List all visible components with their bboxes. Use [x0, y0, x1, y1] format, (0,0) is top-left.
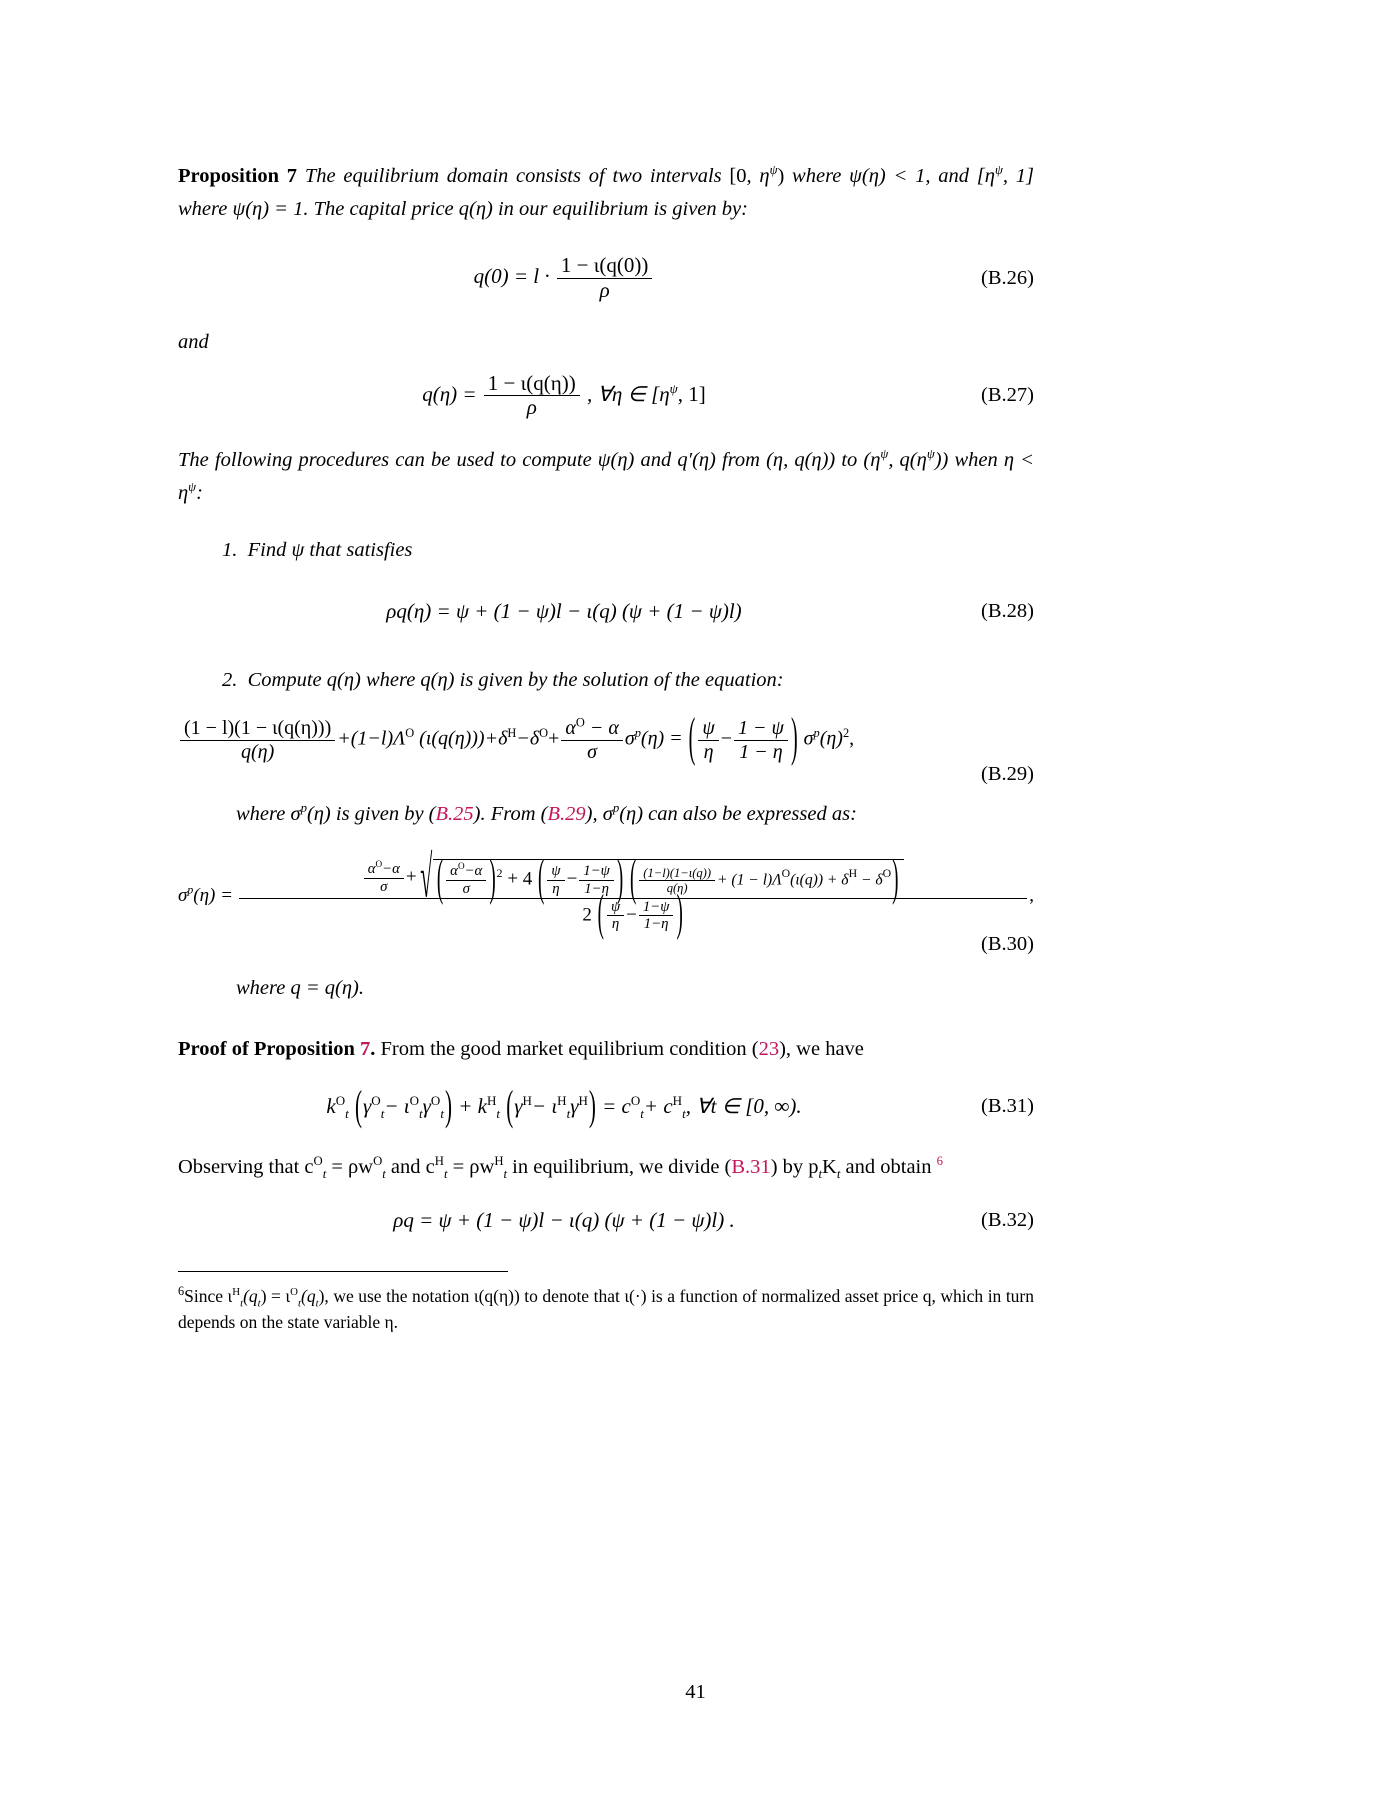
- observing-b: = ρw: [326, 1156, 374, 1179]
- equation-b29-comma: ,: [849, 727, 855, 750]
- procedures-line1-b: , q(η: [888, 448, 927, 471]
- equation-b29-sigma-sup: p: [634, 726, 641, 741]
- footnote-sup-2: O: [290, 1286, 298, 1299]
- footnote-text-c: ) = ι: [260, 1286, 291, 1307]
- equation-b29-frac2-den: σ: [561, 740, 622, 763]
- equation-b31-gamma-1: γ: [363, 1094, 372, 1119]
- equation-b27-denominator: ρ: [484, 395, 580, 420]
- equation-b30-alpha-o-sup: O: [375, 859, 383, 870]
- cross-ref-b29[interactable]: B.29: [547, 803, 586, 826]
- footnote-text-a: Since ι: [184, 1286, 233, 1307]
- equation-b29-rhs-minus: −: [720, 727, 733, 750]
- equation-b29-rhs-tail-b: (η): [819, 727, 843, 750]
- equation-b31-row: [178, 1081, 1034, 1130]
- equation-b29-mid2: (ι(q(η)))+δ: [414, 727, 508, 750]
- footnote-mark: 6: [178, 1284, 185, 1299]
- radical-icon: √: [420, 846, 433, 912]
- equation-b29-mid-sup: O: [405, 726, 415, 741]
- where-sigma-sup2: p: [612, 801, 620, 816]
- equation-b28-body: ρq(η) = ψ + (1 − ψ)l − ι(q) (ψ + (1 − ψ)l): [386, 599, 742, 624]
- equation-b32-row: [178, 1208, 1034, 1233]
- procedures-line2-b: :: [196, 481, 203, 504]
- equation-b31-k2-sub: t: [496, 1106, 500, 1122]
- equation-b31-open-paren-1: (: [355, 1081, 363, 1130]
- step-1-label: 1.: [222, 539, 238, 562]
- equation-b30-den-close-paren: ): [676, 885, 683, 943]
- proof-heading-label: Proof of Proposition: [178, 1037, 361, 1060]
- equation-b27-fraction: [484, 372, 580, 420]
- equation-b27-tag: (B.27): [981, 384, 1034, 407]
- where-q-paragraph: where q = q(η).: [236, 976, 364, 999]
- step-1-text-b: that satisfies: [304, 539, 413, 562]
- cross-ref-b25[interactable]: B.25: [435, 803, 474, 826]
- equation-b32-body: ρq = ψ + (1 − ψ)l − ι(q) (ψ + (1 − ψ)l) .: [393, 1208, 735, 1233]
- equation-b29-frac1-num: (1 − l)(1 − ι(q(η))): [184, 717, 332, 740]
- footnote-sub-4: t: [315, 1297, 319, 1310]
- equation-b29-rhs-fraction-1: [698, 717, 718, 763]
- equation-b31-iota-1-sup: O: [409, 1093, 419, 1109]
- equation-b30-sq-frac1-den: σ: [446, 880, 486, 898]
- equation-b30-den-frac2-den: 1−η: [639, 915, 674, 933]
- equation-b30-trailing-comma: ,: [1029, 885, 1034, 907]
- observing-sub-2: t: [382, 1167, 386, 1182]
- equation-b26-row: [178, 254, 1034, 302]
- equation-b31-gamma-1b: γ: [422, 1094, 431, 1119]
- equation-b29-rhs-tail-sup2: 2: [842, 726, 850, 741]
- proposition-label: Proposition 7: [178, 165, 298, 187]
- equation-b30-sq-tail-sup3: O: [882, 867, 892, 881]
- equation-b30-num-frac1: [364, 861, 404, 895]
- equation-b27-rhs-sup: ψ: [669, 380, 678, 396]
- equation-b30-body: [178, 846, 1034, 943]
- equation-b31-gamma-2-sup: H: [522, 1093, 532, 1109]
- footnote-text-b: (q: [243, 1286, 258, 1307]
- equation-b30-sq-frac1-num: [446, 863, 486, 880]
- proposition-line2-b: , 1] where ψ(η) = 1. The capital price q(η) in our equilibrium is given by:: [178, 165, 1034, 221]
- observing-sup-4: H: [494, 1154, 504, 1169]
- step-1-psi: ψ: [291, 539, 305, 562]
- equation-b31-close-paren-1: ): [444, 1081, 452, 1130]
- footnote-text-f: price q, which in turn depends on the state variable η.: [178, 1286, 1035, 1333]
- equation-b29-mid3-sup: O: [539, 726, 549, 741]
- equation-b30-sq-frac1: [446, 863, 486, 897]
- equation-b30-g2-close-paren: ): [616, 850, 624, 908]
- equation-b29-row: [178, 708, 1034, 768]
- equation-b30-sq-frac3-den: 1−η: [579, 880, 614, 898]
- equation-b27-row: [178, 372, 1034, 420]
- footnote-marker-inline[interactable]: 6: [936, 1154, 943, 1169]
- equation-b29-fraction-2: [561, 717, 622, 763]
- where-sigma-b: (η) is given by (: [306, 803, 436, 826]
- equation-b30-den-open-paren: (: [597, 885, 604, 943]
- equation-b29-close-paren: ): [790, 708, 798, 768]
- equation-b30-sq-close-paren: ): [489, 850, 496, 908]
- observing-sub-4: t: [503, 1167, 508, 1182]
- equation-b31-gamma-1-sub: t: [380, 1106, 385, 1122]
- step-1-text-a: Find: [247, 539, 292, 562]
- equation-b30-den-frac1-den: η: [607, 915, 624, 933]
- equation-b31-plus-c2: + c: [643, 1094, 673, 1119]
- equation-b29-rhs-fraction-2: [734, 717, 788, 763]
- where-sigma-a: where σ: [236, 803, 301, 826]
- equation-b30-tag: (B.30): [981, 932, 1034, 955]
- equation-b30-sq-frac2: [547, 863, 564, 897]
- equation-b30-plus-four: + 4: [507, 868, 533, 890]
- eta-psi-superscript-2: ψ: [994, 163, 1003, 178]
- equation-b29-frac2-num: [561, 717, 622, 739]
- footnote-sub-3: t: [297, 1297, 301, 1310]
- procedures-sup-3: ψ: [188, 480, 197, 495]
- equation-b31-open-paren-2: (: [506, 1081, 514, 1130]
- footnote-separator: [178, 1271, 508, 1272]
- equation-b29-eq: (η) =: [640, 727, 683, 750]
- equation-b31-c2-sup: H: [672, 1093, 683, 1109]
- where-sigma-c: ). From (: [473, 803, 548, 826]
- equation-b30-g3-open-paren: (: [629, 850, 637, 908]
- observing-c: and c: [385, 1156, 435, 1179]
- equation-b29-frac2-num-b: − α: [584, 717, 619, 740]
- equation-b30-num-plus: +: [405, 866, 417, 888]
- equation-b30-sq-tail: + (1 − l)Λ: [717, 871, 782, 889]
- proposition-line2-a: and [η: [938, 165, 995, 187]
- proof-text-a: From the good market equilibrium condition (: [375, 1037, 759, 1060]
- observing-sup-1: O: [313, 1154, 323, 1169]
- equation-b29-rhs-f2-num: 1 − ψ: [738, 717, 784, 740]
- equation-b28-row: [178, 599, 1034, 624]
- step-2-item: [178, 664, 1034, 697]
- equation-b30-sq-frac2-den: η: [547, 880, 564, 898]
- where-sigma-paragraph: [178, 798, 1034, 831]
- equation-b31-body: [178, 1081, 950, 1130]
- equation-b29-mid2-sup: H: [507, 726, 517, 741]
- equation-b30-sq-exponent: 2: [496, 867, 503, 881]
- equation-b30-sq-frac3-num: 1−ψ: [583, 863, 610, 880]
- cross-ref-b31[interactable]: B.31: [731, 1156, 771, 1179]
- equation-b26-numerator: 1 − ι(q(0)): [560, 253, 649, 278]
- equation-b26-denominator: ρ: [557, 278, 652, 303]
- observing-sub-6: t: [836, 1167, 841, 1182]
- equation-b31-k1: k: [326, 1094, 336, 1119]
- equation-b30-sq-alpha-o: α: [450, 863, 458, 880]
- equation-b31-eq-c1: = c: [602, 1094, 631, 1119]
- equation-b30-sq-tail-b: (ι(q)) + δ: [790, 871, 849, 889]
- observing-sub-3: t: [443, 1167, 448, 1182]
- equation-b30-main-fraction: [239, 846, 1027, 943]
- footnote-6: [178, 1282, 1034, 1335]
- equation-b31-tail: , ∀t ∈ [0, ∞).: [685, 1094, 802, 1119]
- equation-b26-fraction: [557, 254, 652, 302]
- equation-b29-frac2-sup: O: [575, 715, 585, 730]
- equation-b30-den-frac2-num: 1−ψ: [642, 898, 670, 915]
- equation-b30-g3-close-paren: ): [892, 850, 899, 908]
- equation-b29-open-paren: (: [688, 708, 696, 768]
- equation-b29-sigma: σ: [624, 727, 635, 750]
- equation-b31-gamma-1-sup: O: [371, 1093, 381, 1109]
- procedures-paragraph: [178, 444, 1034, 510]
- proposition-line1-a: The equilibrium domain consists of two intervals: [304, 165, 730, 187]
- eta-psi-superscript: ψ: [769, 163, 778, 178]
- equation-b30-sq-tail-c: − δ: [857, 871, 883, 889]
- equation-b26-lhs: q(0) = l ·: [473, 264, 550, 289]
- equation-b26-tag: (B.26): [981, 266, 1034, 289]
- obtain-a: obtain: [880, 1156, 937, 1179]
- equation-b27-rhs-tail: , 1]: [677, 381, 706, 406]
- observing-e: in equilibrium, we divide (: [507, 1156, 732, 1179]
- observing-sub-1: t: [322, 1167, 327, 1182]
- equation-b30-row: [178, 846, 1034, 943]
- equation-b30-sq-frac4-num: (1−l)(1−ι(q)): [643, 866, 712, 880]
- equation-b30-alpha-o: α: [367, 861, 376, 878]
- step-2-label: 2.: [222, 669, 238, 692]
- equation-b31-minus-1: − ι: [384, 1094, 410, 1119]
- footnote-text-d: (q: [301, 1286, 316, 1307]
- equation-b29-rhs-f1-num: ψ: [702, 717, 715, 740]
- observing-paragraph: [178, 1151, 1034, 1184]
- equation-b27-rhs: , ∀η ∈ [η: [587, 381, 670, 406]
- equation-b29-mid3: −δ: [516, 727, 540, 750]
- observing-h: and: [840, 1156, 876, 1179]
- proof-heading-period: .: [370, 1037, 376, 1060]
- equation-b31-iota-2-sup: H: [557, 1093, 567, 1109]
- equation-b30-sq-minus: −: [566, 868, 578, 890]
- equation-b30-g2-open-paren: (: [538, 850, 545, 908]
- equation-b31-gamma-2b-sup: H: [578, 1093, 588, 1109]
- equation-b27-numerator: 1 − ι(q(η)): [487, 370, 576, 395]
- equation-b30-num-frac1-num: [364, 861, 404, 878]
- equation-b31-close-paren-2: ): [588, 1081, 596, 1130]
- equation-b31-iota-2-sub: t: [566, 1106, 571, 1122]
- equation-b30-sq-frac4-den: q(η): [639, 880, 715, 895]
- equation-b30-sq-tail-sup2: H: [848, 867, 858, 881]
- equation-b29-rhs-f1-den: η: [698, 740, 718, 763]
- equation-b30-den-two: 2: [582, 904, 592, 926]
- step-1-item: [178, 534, 1034, 567]
- equation-b27-body: [178, 372, 950, 420]
- equation-b29-fraction-1: [180, 717, 335, 763]
- proposition-line1-b: where ψ(η) < 1,: [784, 165, 931, 187]
- equation-b29-tag: (B.29): [981, 763, 1034, 786]
- equation-b31-gamma-1b-sup: O: [430, 1093, 441, 1109]
- equation-b30-den-minus: −: [626, 904, 637, 926]
- page-number: 41: [685, 1681, 706, 1703]
- footnote-sub-1: t: [240, 1297, 244, 1310]
- observing-sup-3: H: [434, 1154, 444, 1169]
- equation-b31-tag: (B.31): [981, 1095, 1034, 1118]
- cross-ref-23[interactable]: 23: [758, 1037, 780, 1060]
- equation-b30-minus-alpha: −α: [382, 861, 400, 878]
- equation-b29-mid4: +: [548, 727, 560, 750]
- observing-sup-2: O: [373, 1154, 383, 1169]
- equation-b31-c2-sub: t: [682, 1106, 686, 1122]
- equation-b30-sq-alpha-o-sup: O: [457, 861, 465, 872]
- equation-b30-den-frac2: [639, 899, 674, 933]
- procedures-sup-1: ψ: [880, 446, 889, 461]
- equation-b30-sq-frac2-num: ψ: [551, 863, 561, 880]
- observing-a: Observing that c: [178, 1156, 314, 1179]
- equation-b30-den-frac1-num: ψ: [610, 898, 621, 915]
- equation-b31-gamma-1b-sub: t: [440, 1106, 444, 1122]
- equation-b29-frac1-den: q(η): [180, 740, 335, 763]
- equation-b31-plus-k2: + k: [458, 1094, 487, 1119]
- proof-text-b: ), we have: [779, 1037, 864, 1060]
- equation-b30-sq-tail-sup: O: [781, 867, 791, 881]
- equation-b30-lhs-sup: p: [187, 883, 194, 897]
- equation-b31-gamma-2: γ: [514, 1094, 523, 1119]
- equation-b30-sq-open-paren: (: [436, 850, 444, 908]
- proof-heading-paragraph: [178, 1033, 1034, 1066]
- equation-b31-c1-sup: O: [630, 1093, 641, 1109]
- equation-b30-num-frac1-den: σ: [364, 878, 404, 896]
- observing-g: K: [822, 1156, 837, 1179]
- equation-b31-k1-sub: t: [345, 1106, 349, 1122]
- page-content: [178, 160, 1034, 1336]
- equation-b29-rhs-tail-sup: p: [813, 726, 820, 741]
- equation-b29-body: [178, 708, 1034, 768]
- where-sigma-e: (η) can also be expressed as:: [619, 803, 857, 826]
- equation-b29-mid: +(1−l)Λ: [337, 727, 406, 750]
- procedures-line2: when η < η: [178, 448, 1034, 504]
- equation-b31-k1-sup: O: [335, 1093, 346, 1109]
- procedures-sup-2: ψ: [926, 446, 935, 461]
- equation-b30-lhs-b: (η) =: [193, 885, 233, 907]
- equation-b30-sq-frac3: [579, 863, 614, 897]
- step-2-text: Compute q(η) where q(η) is given by the solution of the equation:: [247, 669, 784, 692]
- proposition-7-statement: Proposition 7 The equilibrium domain consists of two intervals [0, $\eta^\psi$) where ψ(η) < 1, and [$\eta^\psi$, 1] where ψ(η) = 1. The capital price q(η) in our equilibrium is given by:: [178, 163, 1034, 221]
- equation-b29-rhs-tail: σ: [803, 727, 814, 750]
- footnote-sub-2: t: [257, 1297, 261, 1310]
- equation-b29-frac2-alpha: α: [565, 717, 576, 740]
- procedures-line1: The following procedures can be used to compute ψ(η) and q′(η) from (η, q(η)) to (η: [178, 448, 881, 471]
- observing-f: ) by p: [770, 1156, 819, 1179]
- and-connector: and: [178, 331, 209, 354]
- observing-d: = ρw: [447, 1156, 495, 1179]
- equation-b27-lhs: q(η) =: [422, 381, 477, 406]
- where-sigma-d: ), σ: [585, 803, 613, 826]
- procedures-line1-c: )): [934, 448, 949, 471]
- footnote-text-e: ), we use the notation ι(q(η)) to denote that ι(·) is a function of normalized asset: [318, 1286, 879, 1307]
- equation-b31-iota-1-sub: t: [419, 1106, 423, 1122]
- equation-b31-gamma-2b: γ: [570, 1094, 579, 1119]
- proof-heading-ref[interactable]: 7: [360, 1037, 371, 1060]
- equation-b26-body: [178, 254, 950, 302]
- equation-b32-tag: (B.32): [981, 1209, 1034, 1232]
- footnote-sup-1: H: [232, 1286, 241, 1299]
- equation-b31-c1-sub: t: [640, 1106, 644, 1122]
- equation-b28-tag: (B.28): [981, 600, 1034, 623]
- equation-b29-rhs-f2-den: 1 − η: [734, 740, 788, 763]
- equation-b31-k2-sup: H: [486, 1093, 497, 1109]
- where-sigma-sup: p: [300, 801, 307, 816]
- equation-b30-sq-minus-alpha: −α: [464, 863, 483, 880]
- equation-b31-minus-2: − ι: [531, 1094, 558, 1119]
- equation-b30-lhs: σ: [178, 885, 188, 907]
- observing-sub-5: t: [818, 1167, 823, 1182]
